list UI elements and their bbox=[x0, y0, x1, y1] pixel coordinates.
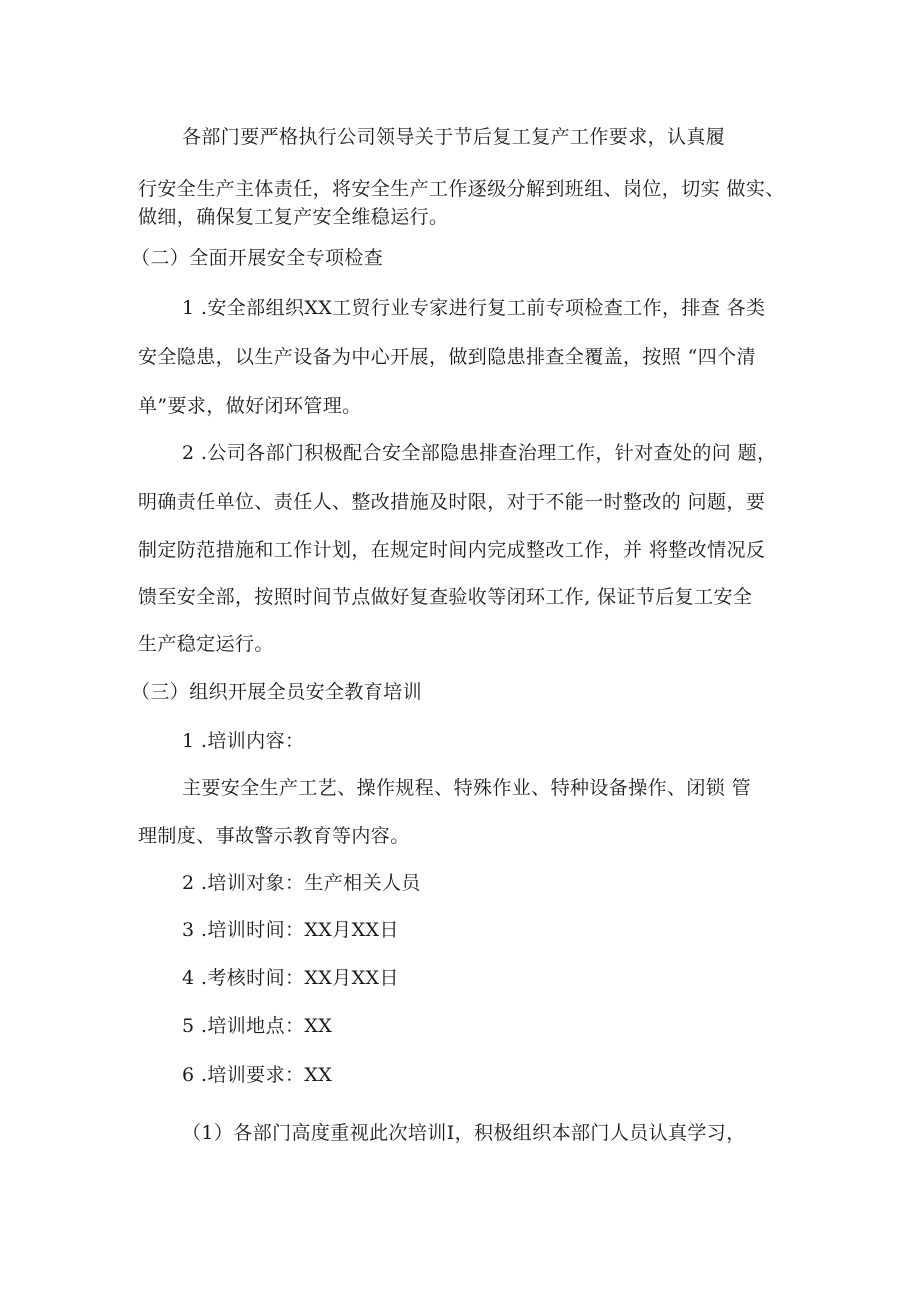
section-heading: （二）全面开展安全专项检查 bbox=[131, 247, 384, 269]
list-item: （1）各部门高度重视此次培训I，积极组织本部门人员认真学习， bbox=[182, 1122, 746, 1144]
list-item: 6 .培训要求：XX bbox=[182, 1064, 333, 1086]
paragraph-line: 主要安全生产工艺、操作规程、特殊作业、特种设备操作、闭锁 管 bbox=[182, 777, 752, 799]
paragraph-line: 明确责任单位、责任人、整改措施及时限，对于不能一时整改的 问题，要 bbox=[138, 491, 766, 513]
paragraph-line: 行安全生产主体责任，将安全生产工作逐级分解到班组、岗位，切实 做实、 bbox=[138, 178, 785, 200]
list-item: 5 .培训地点：XX bbox=[182, 1015, 333, 1037]
list-item: 1 .培训内容： bbox=[182, 730, 305, 752]
paragraph-line: 生产稳定运行。 bbox=[138, 633, 274, 655]
section-heading: （三）组织开展全员安全教育培训 bbox=[131, 681, 423, 703]
paragraph-line: 安全隐患，以生产设备为中心开展，做到隐患排查全覆盖，按照 “四个清 bbox=[138, 346, 756, 368]
list-item: 4 .考核时间：XX月XX日 bbox=[182, 967, 399, 989]
paragraph-line: 馈至安全部，按照时间节点做好复查验收等闭环工作, 保证节后复工安全 bbox=[138, 586, 753, 608]
list-item: 2 .培训对象：生产相关人员 bbox=[182, 872, 421, 894]
list-item: 3 .培训时间：XX月XX日 bbox=[182, 919, 399, 941]
paragraph-line: 2 .公司各部门积极配合安全部隐患排查治理工作，针对查处的问 题， bbox=[182, 442, 777, 464]
paragraph-line: 1 .安全部组织XX工贸行业专家进行复工前专项检查工作，排查 各类 bbox=[182, 297, 766, 319]
paragraph-line: 做细，确保复工复产安全维稳运行。 bbox=[138, 206, 449, 228]
paragraph-line: 理制度、事故警示教育等内容。 bbox=[138, 825, 410, 847]
paragraph-line: 单”要求，做好闭环管理。 bbox=[138, 395, 362, 417]
paragraph-line: 制定防范措施和工作计划，在规定时间内完成整改工作，并 将整改情况反 bbox=[138, 539, 766, 561]
paragraph-line: 各部门要严格执行公司领导关于节后复工复产工作要求，认真履 bbox=[182, 126, 726, 148]
